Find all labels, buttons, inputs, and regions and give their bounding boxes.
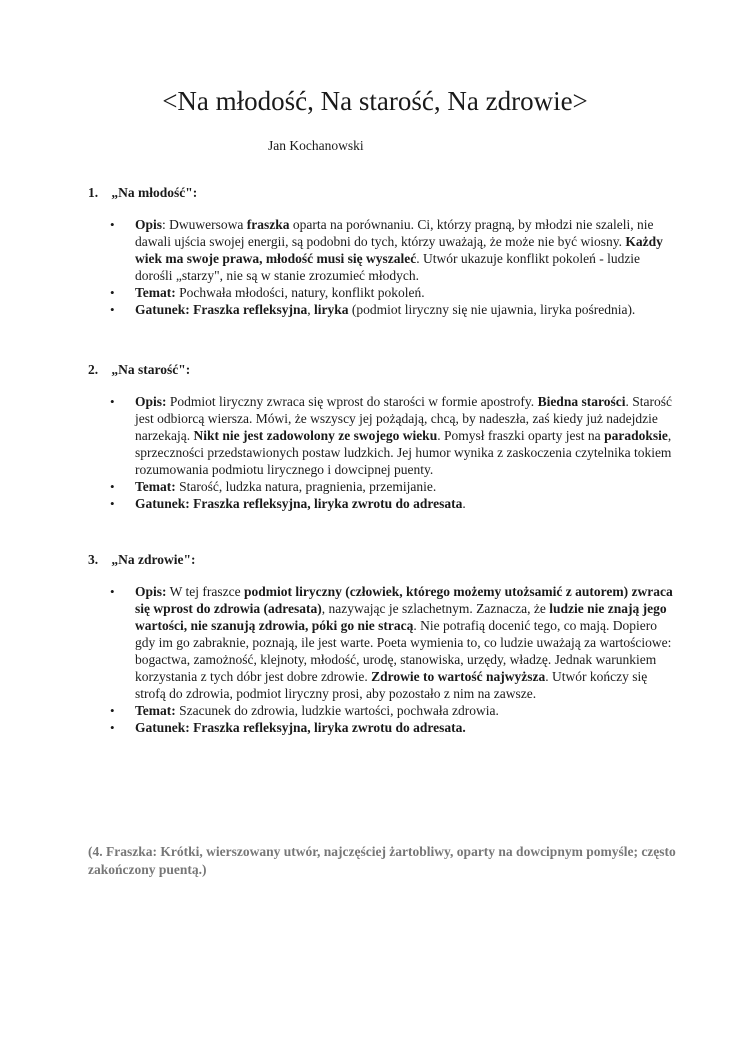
section-na-zdrowie (88, 551, 688, 736)
body-text: oparta na porównaniu. Ci, którzy pragną, by młodzi nie szaleli, nie dawali ujścia swojej energii, są podobni do tych, którzy uważają, że może nie być wiosny. (135, 217, 654, 249)
section-na-mlodosc (88, 184, 688, 318)
bold-text: Zdrowie to wartość najwyższa (371, 669, 546, 684)
body-text: Podmiot liryczny zwraca się wprost do starości w formie apostrofy. (166, 394, 538, 409)
list-item (88, 478, 675, 495)
list-item (88, 216, 675, 284)
bold-text: Gatunek: Fraszka refleksyjna, liryka zwrotu do adresata. (135, 720, 466, 735)
page-title: <Na młodość, Na starość, Na zdrowie> (162, 86, 588, 116)
bullet-icon: • (110, 703, 115, 718)
bullet-icon: • (110, 285, 115, 300)
bold-text: liryka (314, 302, 349, 317)
body-text: , sprzeczności przedstawionych postaw ludzkich. Jej humor wynika z zaskoczenia czytelnika tokiem rozumowania podmiotu lirycznego i dowcipnej puenty. (135, 428, 672, 477)
bold-text: Temat: (135, 285, 176, 300)
body-text: . Starość jest odbiorcą wiersza. Mówi, że wszyscy jej pożądają, chcą, by nadeszła, zaś kiedy już nadejdzie narzekają. (135, 394, 672, 443)
body-text: . (462, 496, 466, 511)
footnote-definition: (4. Fraszka: Krótki, wierszowany utwór, najczęściej żartobliwy, oparty na dowcipnym pomyśle; często zakończony puentą.) (88, 844, 676, 877)
section-heading (88, 361, 688, 379)
body-text: Starość, ludzka natura, pragnienia, przemijanie. (175, 479, 437, 494)
bold-text: podmiot liryczny (człowiek, którego możemy utożsamić z autorem) zwraca się wprost do zdrowia (adresata) (135, 584, 673, 616)
bold-text: Nikt nie jest zadowolony ze swojego wieku (193, 428, 438, 443)
bullet-list (88, 583, 688, 736)
bold-text: Gatunek: Fraszka refleksyjna, liryka zwrotu do adresata (135, 496, 463, 511)
bullet-icon: • (110, 584, 115, 599)
author-name: Jan Kochanowski (268, 138, 364, 153)
body-text: . Utwór ukazuje konflikt pokoleń - ludzie dorośli „starzy", nie są w stanie zrozumieć młodych. (135, 251, 641, 283)
bullet-icon: • (110, 479, 115, 494)
bold-text: Opis (135, 217, 163, 232)
body-text: W tej fraszce (166, 584, 244, 599)
body-text: . Nie potrafią docenić tego, co mają. Dopiero gdy im go zabraknie, poznają, ile jest warte. Poeta wymienia to, co ludzie uważają za wartościowe: bogactwa, zamożność, klejnoty, młodość, urodę, stanowiska, urzędy, władzę. Jednak warunkiem korzystania z tych dóbr jest dobre zdrowie. (135, 618, 672, 684)
list-item (88, 583, 675, 702)
body-text: : Dwuwersowa (162, 217, 247, 232)
bullet-list (88, 216, 688, 318)
section-title: „Na zdrowie": (111, 552, 196, 567)
section-heading (88, 184, 688, 202)
list-item (88, 719, 675, 736)
body-text: . Utwór kończy się strofą do zdrowia, podmiot liryczny prosi, aby pozostało z nim na zawsze. (135, 669, 648, 701)
section-title: „Na starość": (111, 362, 191, 377)
bullet-icon: • (110, 302, 115, 317)
section-na-starosc (88, 361, 688, 512)
section-number: 2. (88, 362, 99, 377)
section-number: 1. (88, 185, 99, 200)
list-item (88, 495, 675, 512)
list-item (88, 702, 675, 719)
section-title: „Na młodość": (111, 185, 198, 200)
bold-text: Opis: (135, 584, 167, 599)
body-text: Szacunek do zdrowia, ludzkie wartości, pochwała zdrowia. (175, 703, 499, 718)
section-number: 3. (88, 552, 99, 567)
bullet-icon: • (110, 394, 115, 409)
body-text: Pochwała młodości, natury, konflikt pokoleń. (175, 285, 425, 300)
body-text: (podmiot liryczny się nie ujawnia, liryka pośrednia). (348, 302, 636, 317)
bold-text: fraszka (246, 217, 290, 232)
bold-text: ludzie nie znają jego wartości, nie szanują zdrowia, póki go nie stracą (135, 601, 667, 633)
body-text: , (307, 302, 314, 317)
list-item (88, 284, 675, 301)
bullet-icon: • (110, 496, 115, 511)
bold-text: Każdy wiek ma swoje prawa, młodość musi się wyszaleć (135, 234, 663, 266)
section-heading (88, 551, 688, 569)
body-text: , nazywając je szlachetnym. Zaznacza, że (321, 601, 550, 616)
bold-text: Biedna starości (537, 394, 626, 409)
bullet-icon: • (110, 217, 115, 232)
bullet-icon: • (110, 720, 115, 735)
bold-text: paradoksie (604, 428, 668, 443)
bold-text: Temat: (135, 479, 176, 494)
bold-text: Temat: (135, 703, 176, 718)
list-item (88, 393, 675, 478)
bullet-list (88, 393, 688, 512)
bold-text: Opis: (135, 394, 167, 409)
list-item (88, 301, 675, 318)
body-text: . Pomysł fraszki oparty jest na (437, 428, 605, 443)
bold-text: Gatunek: Fraszka refleksyjna (135, 302, 308, 317)
